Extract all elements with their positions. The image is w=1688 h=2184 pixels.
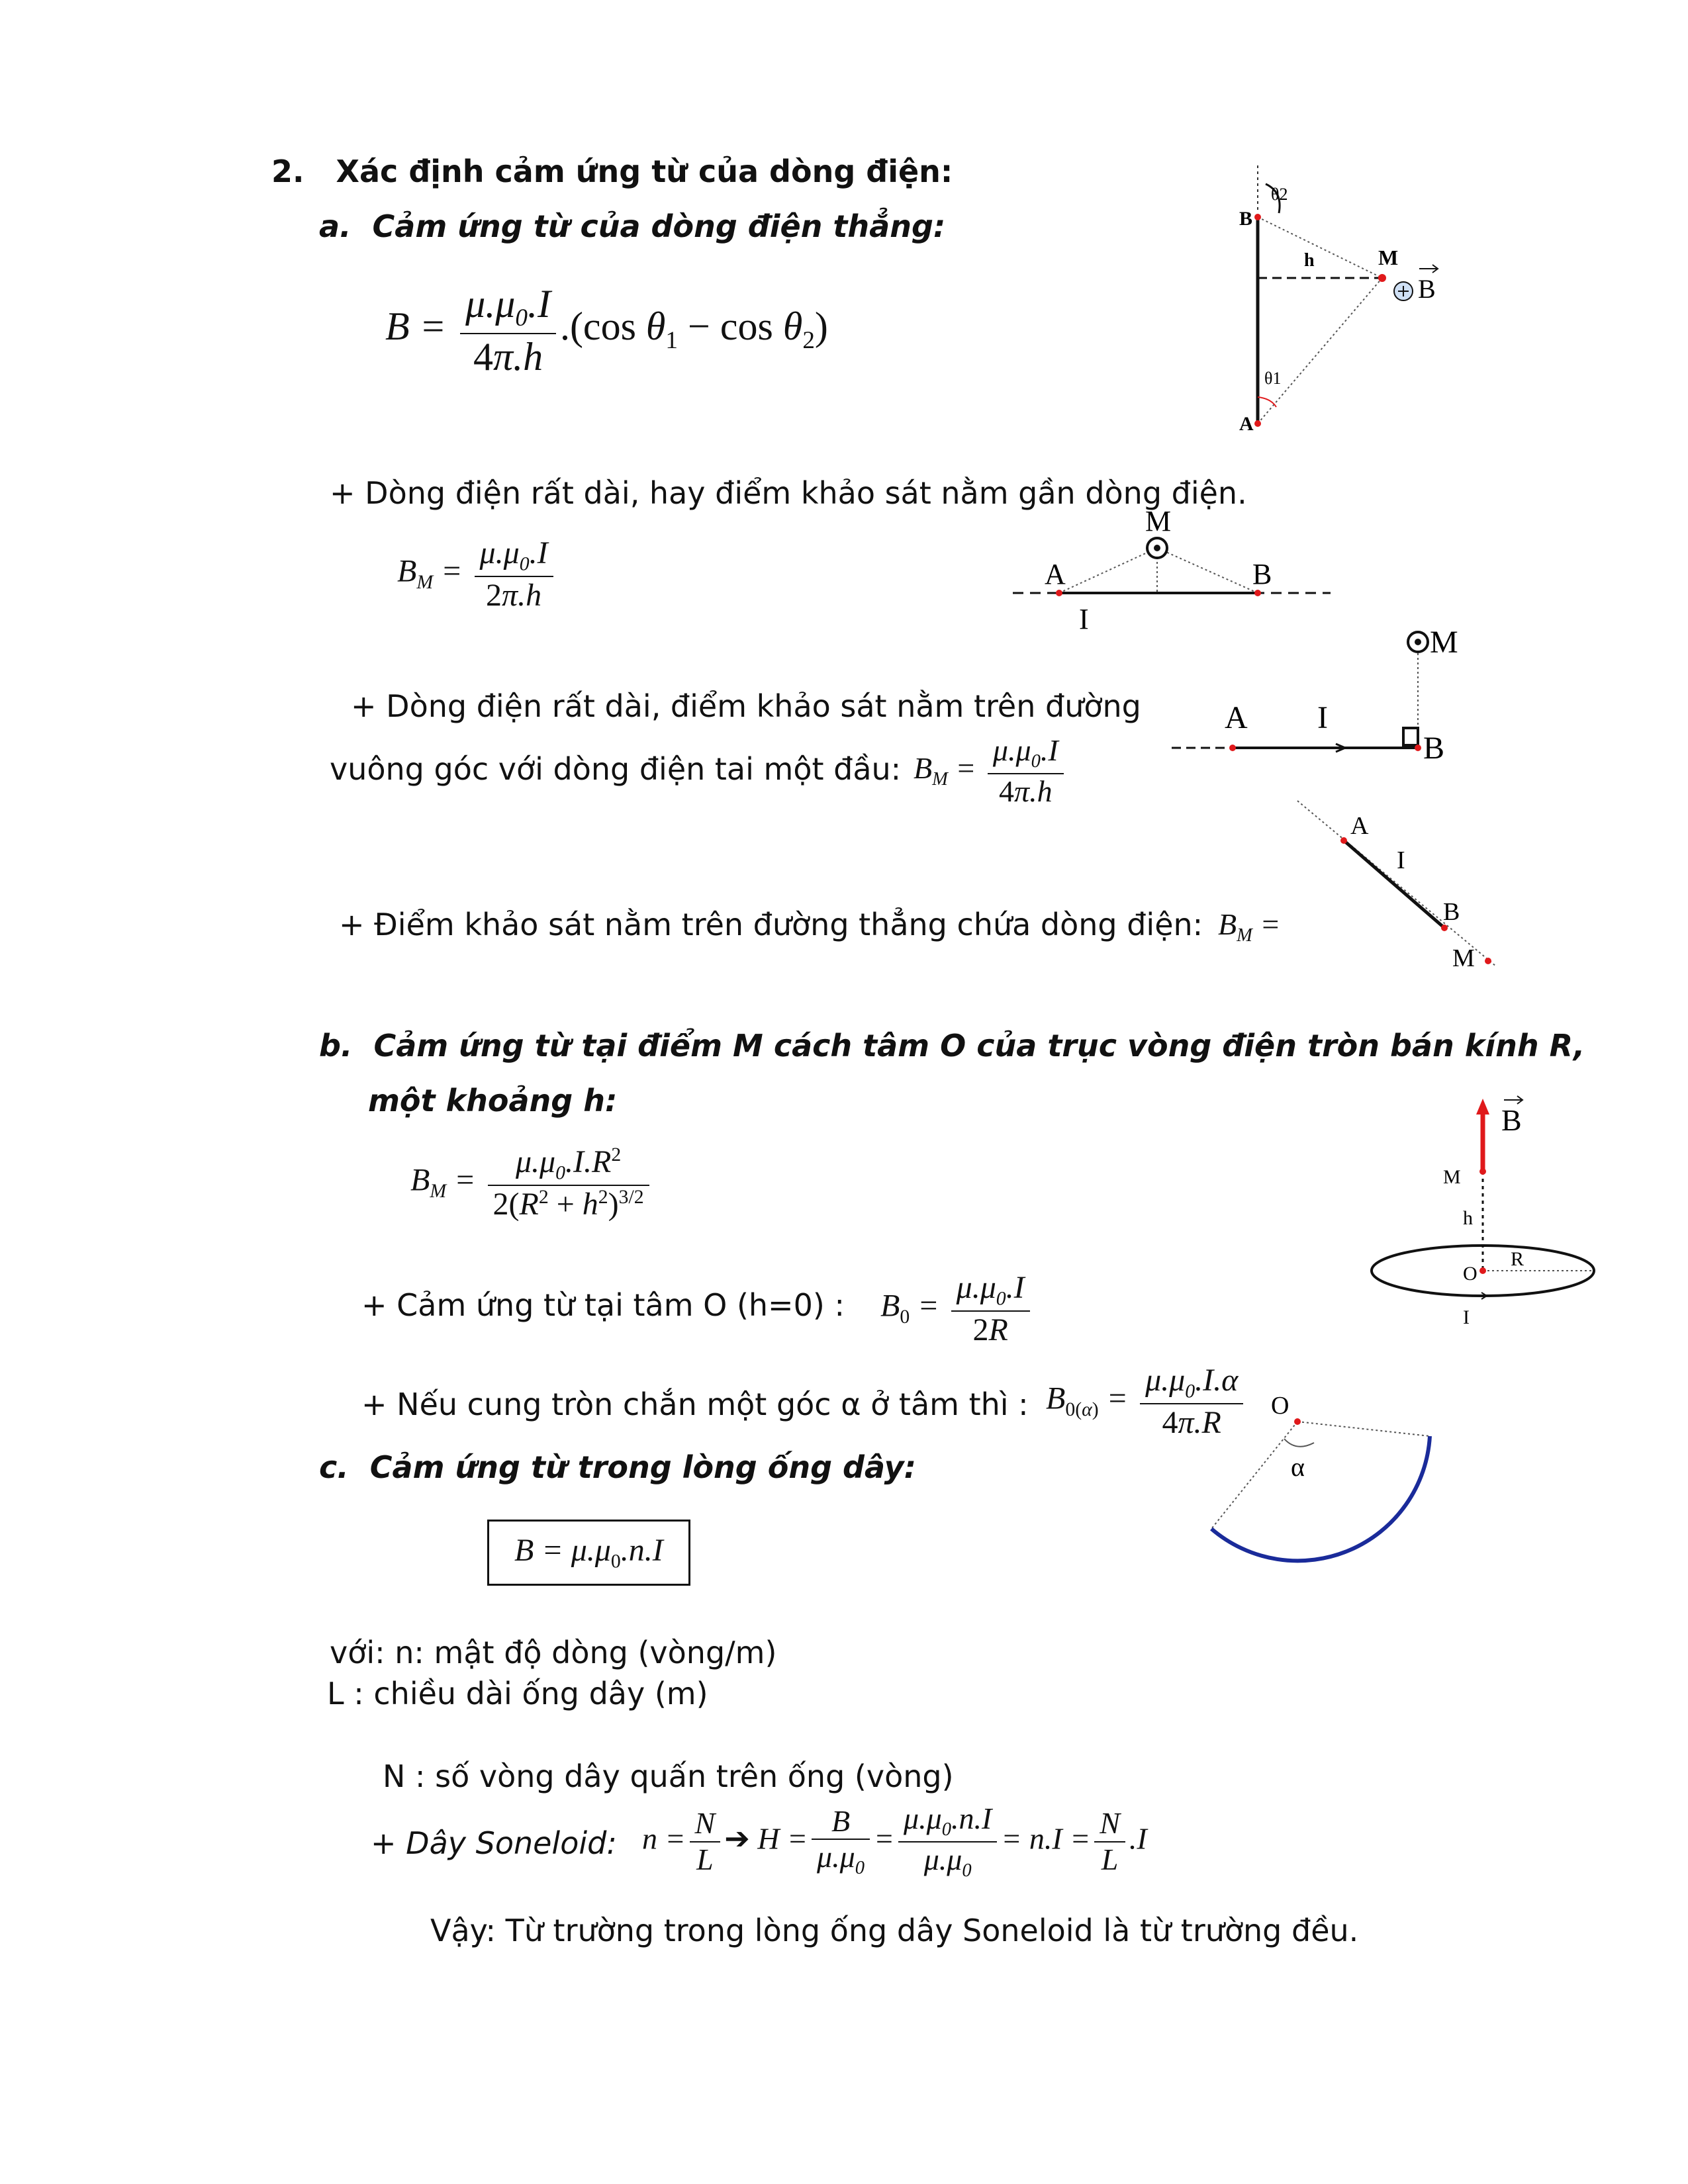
figure-arc	[1198, 1383, 1456, 1569]
fig3-label-M: M	[1430, 625, 1458, 660]
fig6-label-O: O	[1271, 1392, 1289, 1420]
conclusion: Vậy: Từ trường trong lòng ống dây Soneloid là từ trường đều.	[430, 1913, 1359, 1948]
part-c-label: c.	[319, 1449, 349, 1485]
L-line: L : chiều dài ống dây (m)	[327, 1676, 708, 1711]
formula-solenoid-box: $B = \mu.\mu_0.n.I$	[487, 1520, 690, 1586]
section-heading	[271, 154, 953, 189]
fig5-label-Bvec: B	[1501, 1103, 1522, 1137]
fig1-label-A: A	[1239, 413, 1254, 435]
solenoid-label: + Dây Soneloid:	[371, 1825, 617, 1861]
formula-B0-arc-clip	[1039, 1362, 1239, 1441]
formula-BM-long-wire: $B_M$ = $\frac{\mu.\mu_0.I}{2\pi.h}$	[397, 535, 557, 614]
case3-text: + Điểm khảo sát nằm trên đường thẳng chứa dòng điện:	[339, 907, 1203, 942]
fig4-label-A: A	[1350, 812, 1369, 840]
formula-B-straight: B = $\frac{\mu.\mu_0.I}{4\pi.h}$ .(cos $\theta_1 - \cos \theta_2$)	[385, 282, 828, 379]
fig1-label-M: M	[1378, 246, 1399, 269]
section-number: 2.	[271, 154, 305, 189]
fig1-label-h: h	[1304, 250, 1315, 271]
figure-straight-wire	[1205, 165, 1483, 443]
fig3-label-A: A	[1225, 700, 1248, 735]
fig5-label-O: O	[1463, 1263, 1477, 1285]
part-c-title: Cảm ứng từ trong lòng ống dây:	[369, 1449, 916, 1485]
case1-text: + Dòng điện rất dài, hay điểm khảo sát nằm gần dòng điện.	[330, 475, 1247, 511]
formula-solenoid-chain: n = $\frac{N}{L}$ ➔ H = $\frac{B}{\mu.\mu_0}$ = $\frac{\mu.\mu_0.n.I}{\mu.\mu_0}$ = n.I = $\frac{N}{L}$ .I	[642, 1801, 1147, 1882]
formula-BM-ring-axis: $B_M$ = $\frac{\mu.\mu_0.I.R^2}{2(R^2 + h^2)^{3/2}}$	[410, 1144, 653, 1222]
formula-B0-arc: $B_{0(\alpha)}$ = $\frac{\mu.\mu_0.I.\alpha}{4\pi.R}$	[1046, 1362, 1247, 1441]
fig1-label-B: B	[1239, 208, 1253, 230]
fig5-label-R: R	[1511, 1248, 1524, 1270]
case2-text-line1: + Dòng điện rất dài, điểm khảo sát nằm trên đường	[351, 688, 1141, 724]
figure-ring	[1364, 1085, 1615, 1337]
with-line: với: n: mật độ dòng (vòng/m)	[330, 1635, 777, 1670]
arc-text: + Nếu cung tròn chắn một góc α ở tâm thì :	[361, 1387, 1029, 1422]
fig5-label-h: h	[1463, 1207, 1473, 1229]
fig2-label-M: M	[1145, 505, 1172, 537]
fig1-label-theta2: θ2	[1271, 185, 1288, 204]
fig3-label-I: I	[1317, 700, 1328, 735]
section-title: Xác định cảm ứng từ của dòng điện:	[336, 154, 953, 189]
fig6-label-alpha: α	[1291, 1452, 1305, 1482]
part-a-label: a.	[319, 208, 352, 244]
fig3-label-B: B	[1423, 731, 1445, 766]
fig4-label-B: B	[1443, 898, 1460, 926]
fig5-label-M: M	[1443, 1166, 1461, 1188]
figure-on-line	[1291, 788, 1509, 979]
center-text: + Cảm ứng từ tại tâm O (h=0) :	[361, 1287, 845, 1323]
fig2-label-A: A	[1045, 558, 1066, 590]
fig5-label-I: I	[1463, 1306, 1470, 1328]
formula-B-fraction: $\frac{\mu.\mu_0.I}{4\pi.h}$	[460, 281, 556, 380]
part-c-heading	[319, 1449, 916, 1485]
part-b-heading	[319, 1028, 1585, 1064]
fig1-label-theta1: θ1	[1264, 369, 1282, 388]
part-b-label: b.	[319, 1028, 353, 1064]
part-a-heading	[319, 208, 945, 244]
fig4-label-I: I	[1397, 846, 1405, 874]
formula-B0-center: $B_0$ = $\frac{\mu.\mu_0.I}{2R}$	[880, 1269, 1034, 1348]
figure-end-perpendicular	[1172, 622, 1476, 781]
case2-text-line2: vuông góc với dòng điện tai một đầu:	[330, 751, 902, 787]
fig4-label-M: M	[1452, 944, 1475, 972]
formula-BM-on-line: $B_M$ =	[1218, 907, 1281, 946]
fig2-label-B: B	[1252, 558, 1272, 590]
part-b-title-line1: Cảm ứng từ tại điểm M cách tâm O của trục vòng điện tròn bán kính R,	[373, 1028, 1585, 1064]
part-a-title: Cảm ứng từ của dòng điện thẳng:	[372, 208, 946, 244]
formula-BM-end: $B_M$ = $\frac{\mu.\mu_0.I}{4\pi.h}$	[914, 733, 1068, 809]
N-line: N : số vòng dây quấn trên ống (vòng)	[383, 1758, 954, 1794]
fig2-label-I: I	[1079, 603, 1089, 635]
fig1-label-Bvec: B	[1418, 274, 1436, 304]
part-b-title-line2: một khoảng h:	[368, 1083, 618, 1118]
